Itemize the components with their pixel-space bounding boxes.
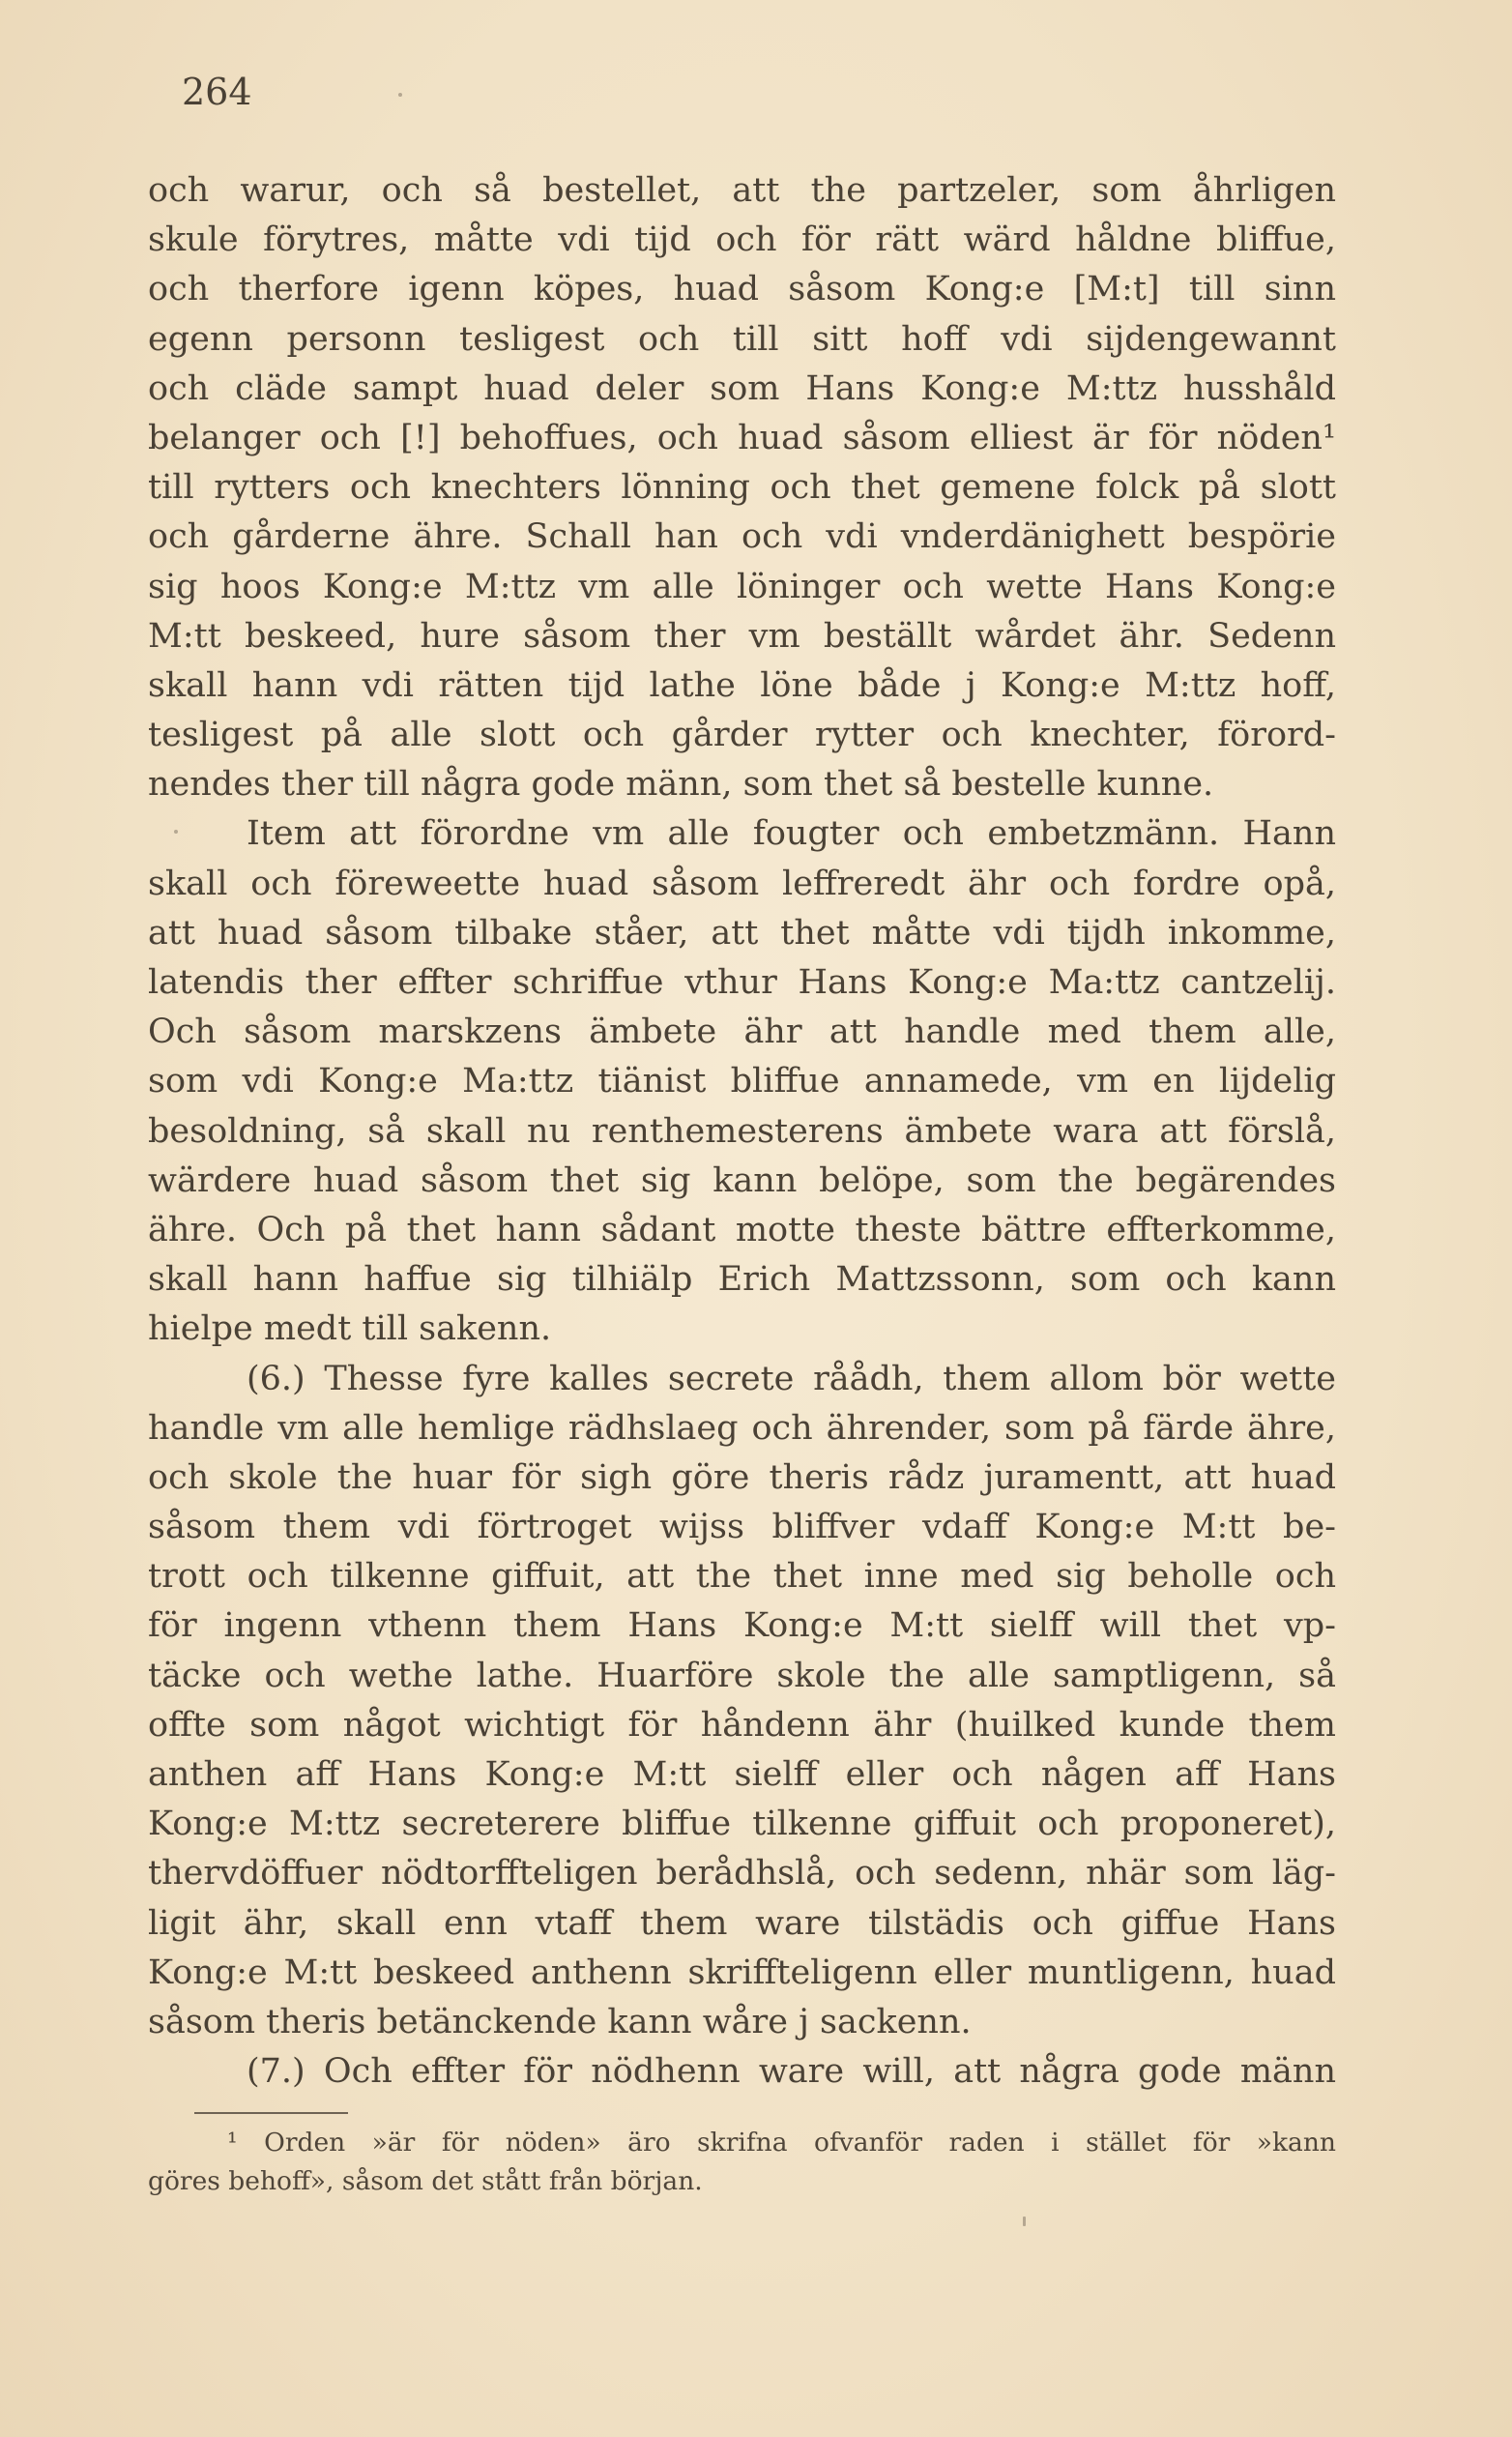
paragraph-start-line: (7.) Och effter för nödhenn ware will, att några gode männ <box>247 2052 1336 2092</box>
text-line: skall hann haffue sig tilhiälp Erich Mattzssonn, som och kann <box>148 1260 1336 1300</box>
text-line: såsom theris betänckende kann wåre j sackenn. <box>148 2002 972 2041</box>
text-line: och gårderne ähre. Schall han och vdi vnderdänighett bespörie <box>148 517 1336 557</box>
footnote-line: göres behoff», såsom det stått från början. <box>148 2166 703 2196</box>
text-line: nendes ther till några gode männ, som thet så bestelle kunne. <box>148 765 1214 805</box>
text-line: trott och tilkenne giffuit, att the thet inne med sig beholle och <box>148 1557 1336 1597</box>
text-line: anthen aff Hans Kong:e M:tt sielff eller och någen aff Hans <box>148 1755 1336 1794</box>
text-line: och warur, och så bestellet, att the partzeler, som åhrligen <box>148 171 1336 210</box>
text-line: skule förytres, måtte vdi tijd och för rätt wärd håldne bliffue, <box>148 220 1336 260</box>
text-line: handle vm alle hemlige rädhslaeg och ährender, som på färde ähre, <box>148 1408 1336 1448</box>
page-number: 264 <box>182 71 252 113</box>
text-line: offte som något wichtigt för håndenn ähr (huilked kunde them <box>148 1705 1336 1745</box>
paper-speck <box>174 830 178 834</box>
text-line: besoldning, så skall nu renthemesterens ämbete wara att förslå, <box>148 1111 1336 1151</box>
text-line: skall och föreweette huad såsom leffreredt ähr och fordre opå, <box>148 864 1336 903</box>
text-line: att huad såsom tilbake ståer, att thet måtte vdi tijdh inkomme, <box>148 913 1336 953</box>
text-line: Och såsom marskzens ämbete ähr att handle med them alle, <box>148 1013 1336 1052</box>
text-line: latendis ther effter schriffue vthur Hans Kong:e Ma:ttz cantzelij. <box>148 963 1336 1002</box>
text-line: thervdöffuer nödtorffteligen berådhslå, och sedenn, nhär som läg- <box>148 1854 1336 1894</box>
text-line: hielpe medt till sakenn. <box>148 1309 552 1349</box>
body-text <box>148 166 1336 2097</box>
text-line: tesligest på alle slott och gårder rytter och knechter, förord- <box>148 716 1336 755</box>
text-line: sig hoos Kong:e M:ttz vm alle löninger och wette Hans Kong:e <box>148 567 1336 606</box>
text-line: och cläde sampt huad deler som Hans Kong:e M:ttz husshåld <box>148 368 1336 408</box>
text-line: till rytters och knechters lönning och thet gemene folck på slott <box>148 468 1336 508</box>
paper-speck <box>398 93 402 97</box>
text-line: täcke och wethe lathe. Huarföre skole the alle samptligenn, så <box>148 1656 1336 1695</box>
footnote <box>148 2124 1336 2201</box>
paragraph-start-line: (6.) Thesse fyre kalles secrete råådh, them allom bör wette <box>247 1359 1336 1398</box>
text-line: för ingenn vthenn them Hans Kong:e M:tt sielff will thet vp- <box>148 1606 1336 1646</box>
text-line: belanger och [!] behoffues, och huad såsom elliest är för nöden¹ <box>148 418 1336 457</box>
paper-speck <box>1023 2217 1026 2226</box>
text-line: egenn personn tesligest och till sitt hoff vdi sijdengewannt <box>148 319 1336 359</box>
text-line: Kong:e M:tt beskeed anthenn skriffteligenn eller muntligenn, huad <box>148 1953 1336 1992</box>
text-line: och skole the huar för sigh göre theris rådz juramentt, att huad <box>148 1457 1336 1497</box>
text-line: som vdi Kong:e Ma:ttz tiänist bliffue annamede, vm en lijdelig <box>148 1062 1336 1101</box>
text-line: och therfore igenn köpes, huad såsom Kong:e [M:t] till sinn <box>148 270 1336 309</box>
text-line: såsom them vdi förtroget wijss bliffver vdaff Kong:e M:tt be- <box>148 1508 1336 1547</box>
paragraph-start-line: Item att förordne vm alle fougter och embetzmänn. Hann <box>247 814 1336 854</box>
text-line: M:tt beskeed, hure såsom ther vm beställt wårdet ähr. Sedenn <box>148 616 1336 656</box>
text-line: Kong:e M:ttz secreterere bliffue tilkenne giffuit och proponeret), <box>148 1805 1336 1844</box>
text-line: wärdere huad såsom thet sig kann belöpe, som the begärendes <box>148 1160 1336 1200</box>
footnote-line: ¹ Orden »är för nöden» äro skrifna ofvanför raden i stället för »kann <box>227 2128 1336 2158</box>
text-line: ligit ähr, skall enn vtaff them ware tilstädis och giffue Hans <box>148 1903 1336 1943</box>
footnote-divider <box>194 2112 348 2114</box>
text-line: skall hann vdi rätten tijd lathe löne både j Kong:e M:ttz hoff, <box>148 665 1336 705</box>
text-line: ähre. Och på thet hann sådant motte theste bättre effterkomme, <box>148 1210 1336 1249</box>
